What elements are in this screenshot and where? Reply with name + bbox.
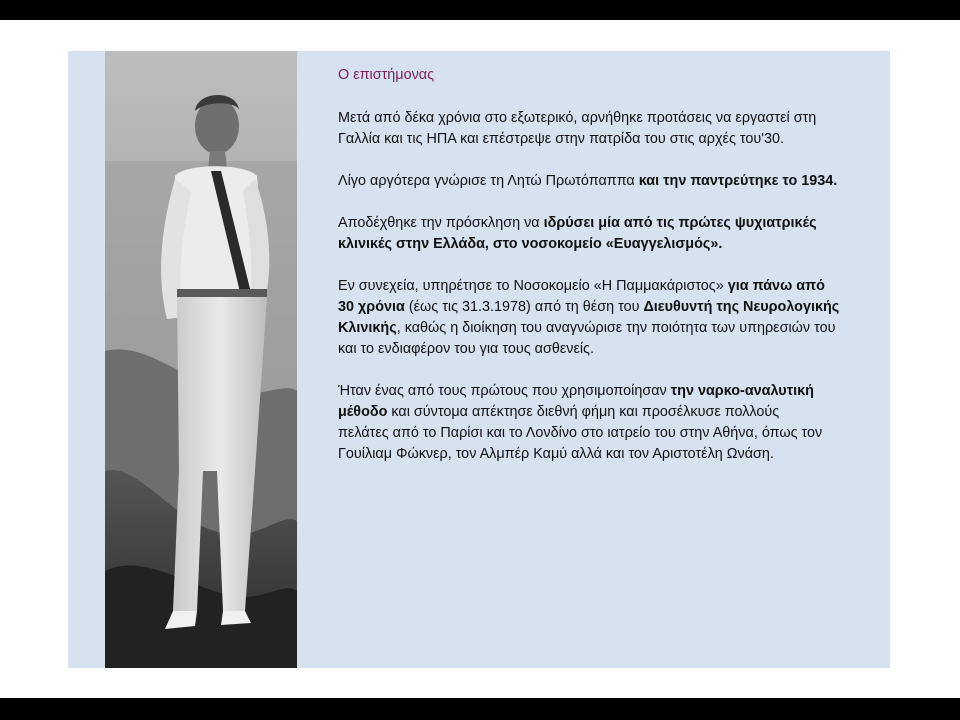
paragraph-3-line-1 (338, 213, 886, 234)
text-column (338, 65, 886, 486)
paragraph-4-bold-a: για πάνω από (727, 278, 825, 294)
paragraph-4-text-c: , καθώς η διοίκηση του αναγνώρισε την ποιότητα των υπηρεσιών του (396, 320, 836, 336)
paragraph-5-text-b: και σύντομα απέκτησε διεθνή φήμη και προσέλκυσε πολλούς (387, 404, 780, 420)
paragraph-4-text-a: Εν συνεχεία, υπηρέτησε το Νοσοκομείο «Η Παμμακάριστος» (338, 278, 728, 294)
paragraph-5-line-2 (338, 402, 886, 423)
paragraph-5-text-a: Ήταν ένας από τους πρώτους που χρησιμοποίησαν (338, 383, 671, 399)
portrait-photo (105, 51, 297, 668)
slide (68, 51, 890, 668)
paragraph-5-line-3: πελάτες από το Παρίσι και το Λονδίνο στο ιατρείο του στην Αθήνα, όπως τον (338, 425, 823, 441)
slide-title: Ο επιστήμονας (338, 67, 435, 83)
letterbox-top (0, 0, 960, 20)
paragraph-4-line-4: και το ενδιαφέρον του για τους ασθενείς. (338, 341, 594, 357)
paragraph-4-bold-b: 30 χρόνια (338, 299, 409, 315)
paragraph-3-line-2: κλινικές στην Ελλάδα, στο νοσοκομείο «Ευαγγελισμός». (338, 236, 723, 252)
paragraph-4-text-b: (έως τις 31.3.1978) από τη θέση του (408, 299, 644, 315)
paragraph-4 (338, 276, 886, 360)
paragraph-4-line-2 (338, 297, 886, 318)
paragraph-3-text: Αποδέχθηκε την πρόσκληση να (338, 215, 544, 231)
paragraph-5 (338, 381, 886, 465)
paragraph-1 (338, 108, 886, 150)
paragraph-1-line-1: Μετά από δέκα χρόνια στο εξωτερικό, αρνήθηκε προτάσεις να εργαστεί στη (338, 110, 817, 126)
paragraph-5-line-4: Γουίλιαμ Φώκνερ, τον Αλμπέρ Καμύ αλλά και τον Αριστοτέλη Ωνάση. (338, 446, 774, 462)
paragraph-5-bold-b: μέθοδο (338, 404, 388, 420)
letterbox-bottom (0, 698, 960, 720)
paragraph-3-bold: ιδρύσει μία από τις πρώτες ψυχιατρικές (543, 215, 817, 231)
paragraph-4-line-1 (338, 276, 886, 297)
paragraph-5-line-1 (338, 381, 886, 402)
paragraph-2-text: Λίγο αργότερα γνώρισε τη Λητώ Πρωτόπαππα (338, 173, 639, 189)
paragraph-5-bold-a: την ναρκο-αναλυτική (670, 383, 814, 399)
paragraph-2-line-1 (338, 171, 886, 192)
paragraph-2-bold: και την παντρεύτηκε το 1934. (638, 173, 838, 189)
paragraph-2 (338, 171, 886, 192)
paragraph-4-line-3 (338, 318, 886, 339)
paragraph-4-bold-d: Κλινικής (338, 320, 397, 336)
paragraph-4-bold-c: Διευθυντή της Νευρολογικής (643, 299, 840, 315)
paragraph-1-line-2: Γαλλία και τις ΗΠΑ και επέστρεψε στην πατρίδα του στις αρχές του'30. (338, 131, 784, 147)
paragraph-3 (338, 213, 886, 255)
